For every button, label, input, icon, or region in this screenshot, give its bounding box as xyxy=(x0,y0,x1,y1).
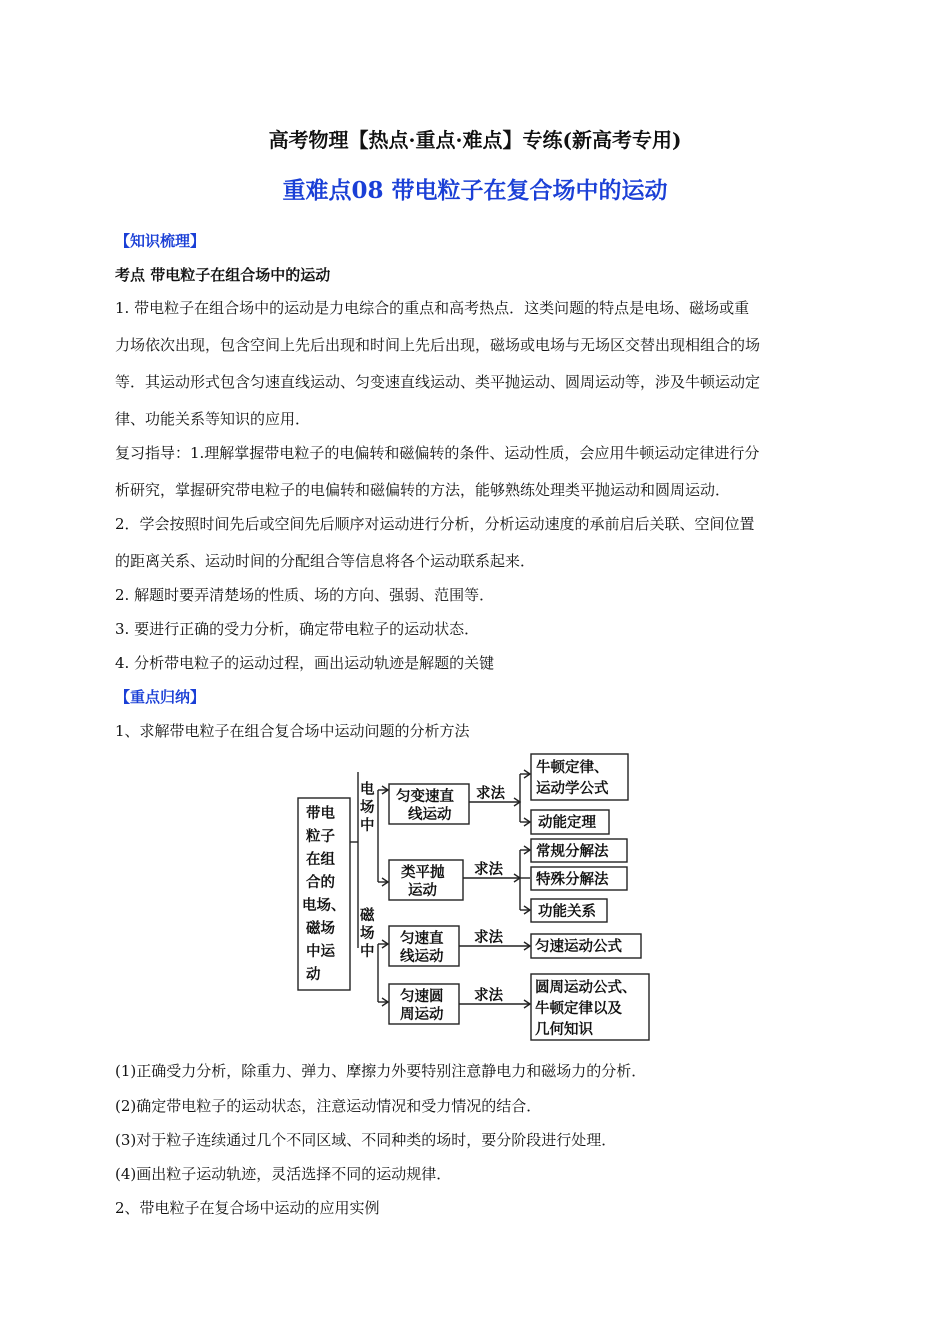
result-box-text: 动能定理 xyxy=(538,815,596,831)
motion-box-text: 周运动 xyxy=(400,1007,444,1023)
result-box-text: 功能关系 xyxy=(538,904,596,920)
motion-box-text: 类平抛 xyxy=(401,865,445,881)
motion-box-text: 线运动 xyxy=(400,949,444,965)
result-box-text: 圆周运动公式、 xyxy=(535,980,637,996)
question-1: 1、求解带电粒子在组合复合场中运动问题的分析方法 xyxy=(115,722,470,740)
motion-box-text: 匀变速直 xyxy=(396,789,454,805)
result-box-text: 牛顿定律以及 xyxy=(535,1001,622,1017)
section-heading-summary: 【重点归纳】 xyxy=(115,688,206,706)
result-box-text: 运动学公式 xyxy=(536,781,609,797)
page-subtitle: 重难点08 带电粒子在复合场中的运动 xyxy=(282,177,668,204)
result-box-text: 常规分解法 xyxy=(536,844,609,860)
motion-box-text: 运动 xyxy=(408,883,437,899)
root-text: 中运 xyxy=(306,944,335,960)
analysis-flowchart xyxy=(290,742,670,1048)
method-label: 求法 xyxy=(474,988,503,1004)
paragraph-line: 析研究，掌握研究带电粒子的电偏转和磁偏转的方法，能够熟练处理类平抛运动和圆周运动． xyxy=(115,481,731,499)
flowchart-root-box xyxy=(298,798,350,990)
paragraph-line: 律、功能关系等知识的应用． xyxy=(115,410,311,428)
root-text: 带电 xyxy=(306,806,335,822)
root-text: 动 xyxy=(306,967,321,983)
electric-field-label: 中 xyxy=(360,818,375,834)
paragraph-line: 等．其运动形式包含匀速直线运动、匀变速直线运动、类平抛运动、圆周运动等，涉及牛顿运动定 xyxy=(115,373,761,391)
list-item: 2. 解题时要弄清楚场的性质、场的方向、强弱、范围等． xyxy=(115,586,495,604)
paragraph-line: 1. 带电粒子在组合场中的运动是力电综合的重点和高考热点．这类问题的特点是电场、磁场或重 xyxy=(115,299,750,317)
magnetic-field-label: 磁 xyxy=(360,908,375,924)
motion-box-text: 匀速直 xyxy=(400,931,444,947)
electric-field-label: 电 xyxy=(360,782,375,798)
paragraph-line: 2．学会按照时间先后或空间先后顺序对运动进行分析，分析运动速度的承前启后关联、空间位置 xyxy=(115,515,755,533)
root-text: 电场、 xyxy=(302,898,346,914)
result-box-text: 几何知识 xyxy=(535,1022,593,1038)
paragraph-line: 复习指导：1.理解掌握带电粒子的电偏转和磁偏转的条件、运动性质，会应用牛顿运动定律进行分 xyxy=(115,444,760,462)
question-2: 2、带电粒子在复合场中运动的应用实例 xyxy=(115,1199,380,1217)
root-text: 在组 xyxy=(306,852,335,868)
note-item: (4)画出粒子运动轨迹，灵活选择不同的运动规律． xyxy=(115,1165,452,1183)
result-box-text: 特殊分解法 xyxy=(536,872,609,888)
list-item: 3. 要进行正确的受力分析，确定带电粒子的运动状态． xyxy=(115,620,480,638)
note-item: (2)确定带电粒子的运动状态，注意运动情况和受力情况的结合． xyxy=(115,1097,542,1115)
motion-box-text: 匀速圆 xyxy=(400,989,444,1005)
method-label: 求法 xyxy=(476,786,505,802)
list-item: 4. 分析带电粒子的运动过程，画出运动轨迹是解题的关键 xyxy=(115,654,495,672)
root-text: 粒子 xyxy=(306,829,335,845)
paragraph-line: 的距离关系、运动时间的分配组合等信息将各个运动联系起来． xyxy=(115,552,536,570)
paragraph-line: 力场依次出现，包含空间上先后出现和时间上先后出现，磁场或电场与无场区交替出现相组合的场 xyxy=(115,336,761,354)
electric-field-label: 场 xyxy=(360,800,375,816)
method-label: 求法 xyxy=(474,930,503,946)
note-item: (3)对于粒子连续通过几个不同区域、不同种类的场时，要分阶段进行处理． xyxy=(115,1131,617,1149)
root-text: 磁场 xyxy=(306,921,335,937)
note-item: (1)正确受力分析，除重力、弹力、摩擦力外要特别注意静电力和磁场力的分析． xyxy=(115,1062,647,1080)
kaodian-heading: 考点 带电粒子在组合场中的运动 xyxy=(115,266,331,284)
result-box-text: 牛顿定律、 xyxy=(536,760,609,776)
page-title: 高考物理【热点·重点·难点】专练(新高考专用) xyxy=(268,128,682,152)
root-text: 合的 xyxy=(306,875,335,891)
motion-box-text: 线运动 xyxy=(408,807,452,823)
magnetic-field-label: 中 xyxy=(360,944,375,960)
section-heading-knowledge: 【知识梳理】 xyxy=(115,232,206,250)
magnetic-field-label: 场 xyxy=(360,926,375,942)
method-label: 求法 xyxy=(474,862,503,878)
result-box-text: 匀速运动公式 xyxy=(535,939,622,955)
